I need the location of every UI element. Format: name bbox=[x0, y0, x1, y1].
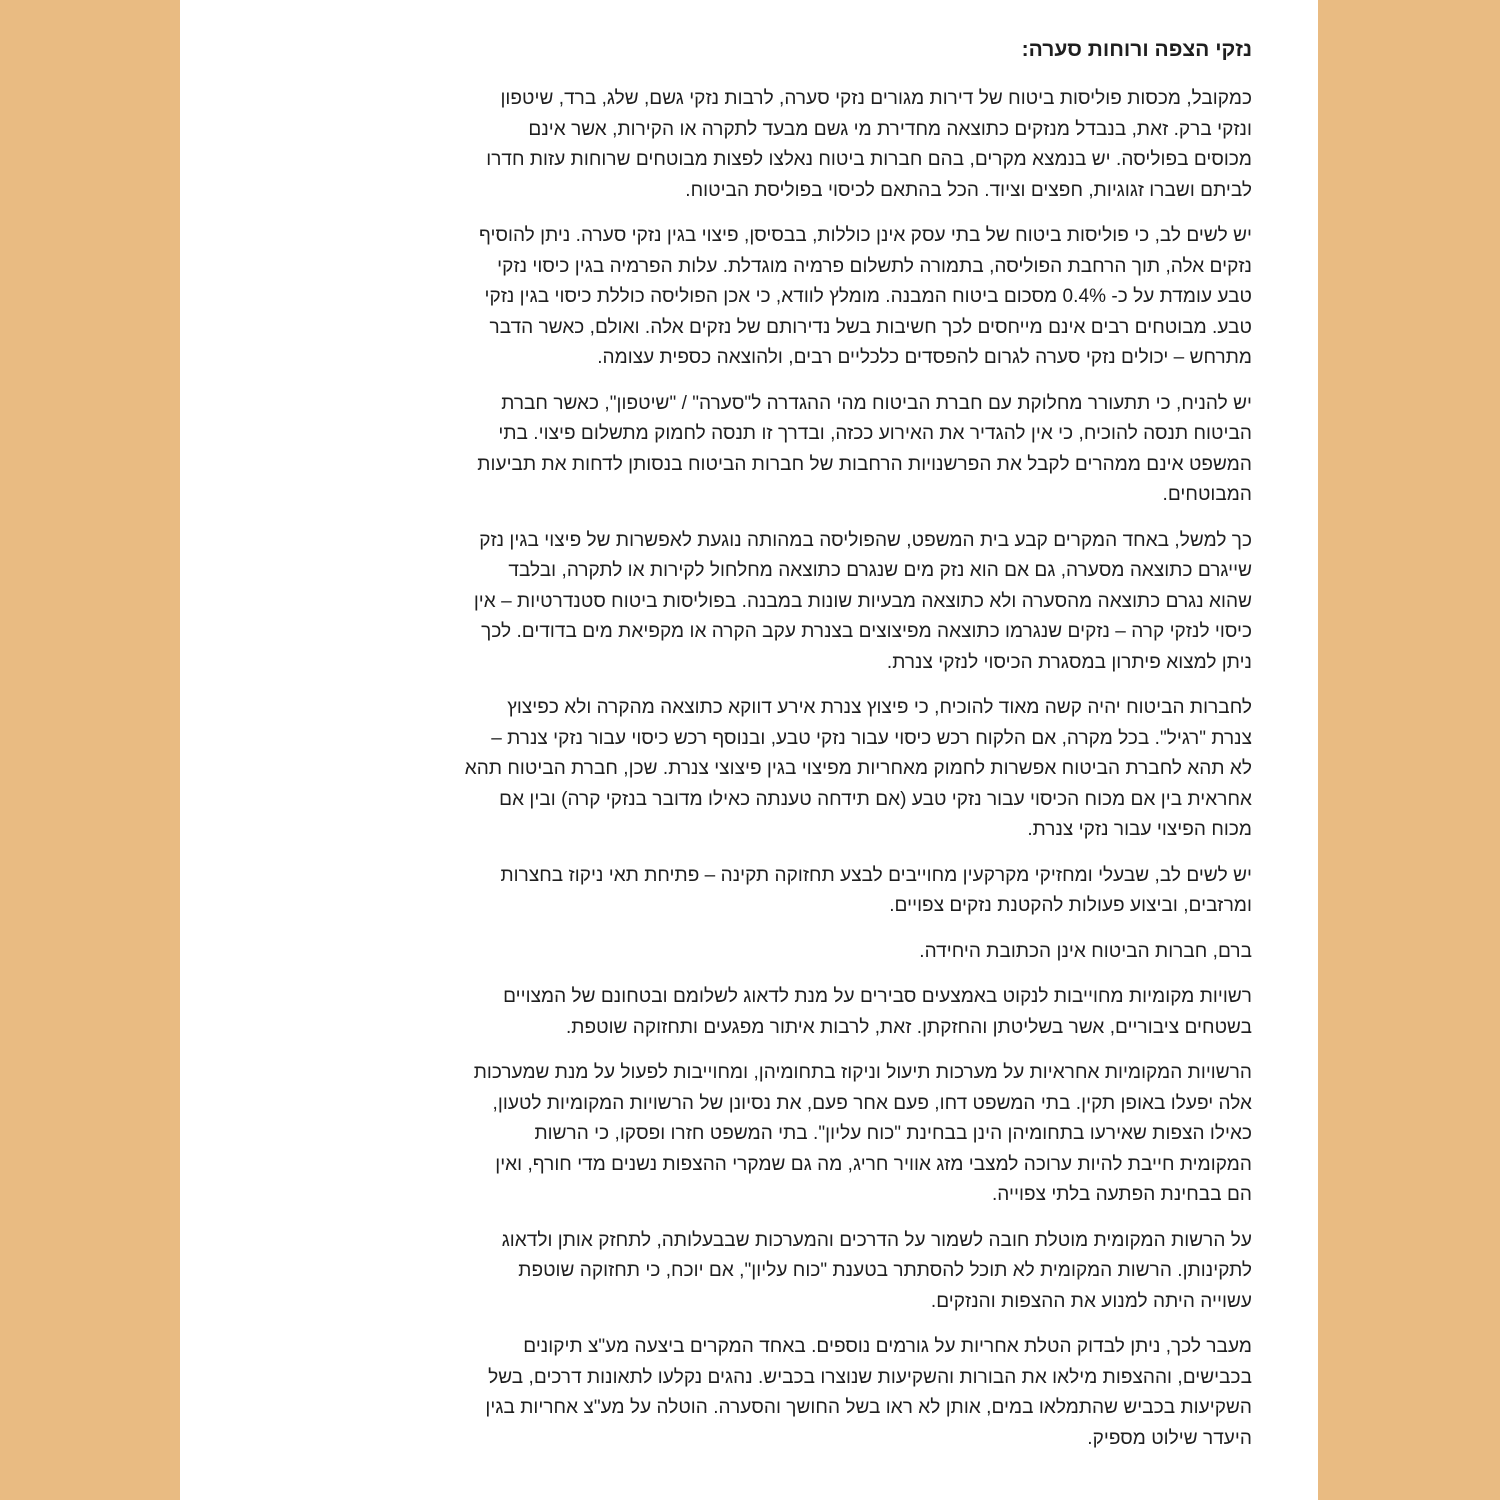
paragraph bbox=[246, 84, 1252, 206]
paragraph-line: יש להניח, כי תתעורר מחלוקת עם חברת הביטוח מהי ההגדרה ל"סערה" / "שיטפון", כאשר חברת bbox=[501, 392, 1252, 414]
paragraph-line: השקיעות בכביש שהתמלאו במים, אותן לא ראו בשל החושך והסערה. הוטלה על מע"צ אחריות בגין bbox=[485, 1397, 1252, 1418]
paragraph-line: המשפט אינם ממהרים לקבל את הפרשנויות הרחבות של חברות הביטוח בנסותן לדחות את תביעות bbox=[477, 453, 1252, 475]
paragraph bbox=[246, 221, 1252, 374]
paragraph-line: ומרזבים, וביצוע פעולות להקטנת נזקים צפויים. bbox=[889, 895, 1252, 916]
paragraph-line: מכוח הפיצוי עבור נזקי צנרת. bbox=[1027, 819, 1252, 840]
paragraph-line: טבע עומדת על כ- 0.4% מסכום ביטוח המבנה. מומלץ לוודא, כי אכן הפוליסה כוללת כיסוי בגין נזקי bbox=[484, 286, 1252, 307]
paragraph-line: כאילו הצפות שאירעו בתחומיהן הינן בבחינת "כוח עליון". בתי המשפט חזרו ופסקו, כי הרשות bbox=[534, 1123, 1252, 1144]
paragraph bbox=[246, 861, 1252, 922]
paragraph-line: יש לשים לב, שבעלי ומחזיקי מקרקעין מחוייבים לבצע תחזוקה תקינה – פתיחת תאי ניקוז בחצרות bbox=[500, 864, 1252, 886]
paragraph-line: רשויות מקומיות מחוייבות לנקוט באמצעים סבירים על מנת לדאוג לשלומם ובטחונם של המצויים bbox=[503, 986, 1252, 1007]
paragraph bbox=[246, 526, 1252, 679]
paragraph-line: מתרחש – יכולים נזקי סערה לגרום להפסדים כלכליים רבים, ולהוצאה כספית עצומה. bbox=[597, 347, 1252, 368]
paragraph-line: כך למשל, באחד המקרים קבע בית המשפט, שהפוליסה במהותה נוגעת לאפשרות של פיצוי בגין נזק bbox=[479, 529, 1252, 551]
paragraph-line: ונזקי ברק. זאת, בנבדל מנזקים כתוצאה מחדירת מי גשם מבעד לתקרה או הקירות, אשר אינם bbox=[528, 118, 1252, 140]
paragraph-line: בשטחים ציבוריים, אשר בשליטתן והחזקתן. זאת, לרבות איתור מפגעים ותחזוקה שוטפת. bbox=[565, 1016, 1252, 1038]
paragraph-line: ניתן למצוא פיתרון במסגרת הכיסוי לנזקי צנרת. bbox=[886, 651, 1252, 673]
paragraph-line: המבוטחים. bbox=[1162, 484, 1252, 505]
paragraph-line: אלה יפעלו באופן תקין. בתי המשפט דחו, פעם אחר פעם, את נסיונן של הרשויות המקומיות לטעון, bbox=[492, 1092, 1252, 1114]
document-title: נזקי הצפה ורוחות סערה: bbox=[1021, 38, 1252, 61]
paragraph-line: מכוסים בפוליסה. יש בנמצא מקרים, בהם חברות ביטוח נאלצו לפצות מבוטחים שרוחות עזות חדרו bbox=[486, 149, 1252, 170]
paragraph-line: לביתם ושברו זגוגיות, חפצים וציוד. הכל בהתאם לכיסוי בפוליסת הביטוח. bbox=[685, 179, 1252, 201]
paragraph-line: מעבר לכך, ניתן לבדוק הטלת אחריות על גורמים נוספים. באחד המקרים ביצעה מע"צ תיקונים bbox=[523, 1336, 1252, 1357]
paragraph-line: הביטוח תנסה להוכיח, כי אין להגדיר את האירוע ככזה, ובדרך זו תנסה לחמוק מתשלום פיצוי. בתי bbox=[498, 423, 1252, 444]
paragraph-line: עשוייה היתה למנוע את ההצפות והנזקים. bbox=[930, 1290, 1252, 1312]
paragraph-line: על הרשות המקומית מוטלת חובה לשמור על הדרכים והמערכות שבבעלותה, לתחזק אותן ולדאוג bbox=[501, 1229, 1252, 1251]
paragraph-line: לתקינותן. הרשות המקומית לא תוכל להסתתר בטענת "כוח עליון", אם יוכח, כי תחזוקה שוטפת bbox=[518, 1260, 1252, 1281]
paragraph-line: המקומית חייבת להיות ערוכה למצבי מזג אוויר חריג, מה גם שמקרי ההצפות נשנים מדי חורף, ואין bbox=[495, 1153, 1252, 1175]
paragraph bbox=[246, 1226, 1252, 1318]
paragraph-line: כמקובל, מכסות פוליסות ביטוח של דירות מגורים נזקי סערה, לרבות נזקי גשם, שלג, ברד, שיטפון bbox=[500, 88, 1252, 109]
paragraph-line: שייגרם כתוצאה מסערה, גם אם הוא נזק מים שנגרם כתוצאה מחלחול לקירות או לתקרה, ובלבד bbox=[508, 560, 1252, 581]
paragraph bbox=[246, 937, 1252, 968]
paragraph-line: נזקים אלה, תוך הרחבת הפוליסה, בתמורה לתשלום פרמיה מוגדלת. עלות הפרמיה בגין כיסוי נזקי bbox=[497, 255, 1252, 277]
paragraph-line: הרשויות המקומיות אחראיות על מערכות תיעול וניקוז בתחומיהן, ומחוייבות לפעול על מנת שמערכות bbox=[473, 1062, 1252, 1083]
document-body bbox=[246, 84, 1252, 1454]
paragraph-line: יש לשים לב, כי פוליסות ביטוח של בתי עסק אינן כוללות, בבסיסן, פיצוי בגין נזקי סערה. ניתן להוסיף bbox=[478, 225, 1252, 246]
paragraph bbox=[246, 389, 1252, 511]
paragraph-line: אחראית בין אם מכוח הכיסוי עבור נזקי טבע (אם תידחה טענתה כאילו מדובר בנזקי קרה) ובין אם bbox=[499, 788, 1252, 810]
paragraph-line: שהוא נגרם כתוצאה מהסערה ולא כתוצאה מבעיות שונות במבנה. בפוליסות ביטוח סטנדרטיות – אין bbox=[473, 590, 1252, 612]
paragraph-line: הם בבחינת הפתעה בלתי צפוייה. bbox=[991, 1184, 1252, 1205]
paragraph-line: היעדר שילוט מספיק. bbox=[1087, 1427, 1252, 1449]
paragraph-line: טבע. מבוטחים רבים אינם מייחסים לכך חשיבות בשל נדירותם של נזקים אלה. ואולם, כאשר הדבר bbox=[489, 316, 1252, 338]
paragraph-line: כיסוי לנזקי קרה – נזקים שנגרמו כתוצאה מפיצוצים בצנרת עקב הקרה או מקפיאת מים בדודים. לכך bbox=[481, 621, 1252, 642]
paragraph-line: צנרת "רגיל". בכל מקרה, אם הלקוח רכש כיסוי עבור נזקי טבע, ובנוסף רכש כיסוי עבור נזקי צנרת – bbox=[491, 727, 1252, 749]
paragraph-line: ברם, חברות הביטוח אינן הכתובת היחידה. bbox=[919, 940, 1252, 962]
paragraph-line: בכבישים, וההצפות מילאו את הבורות והשקיעות שנוצרו בכביש. נהגים נקלעו לתאונות דרכים, בשל bbox=[488, 1366, 1252, 1388]
paragraph bbox=[246, 693, 1252, 846]
document-page bbox=[180, 0, 1318, 1500]
paragraph-line: לא תהא לחברת הביטוח אפשרות לחמוק מאחריות מפיצוי בגין פיצוצי צנרת. שכן, חברת הביטוח תהא bbox=[464, 758, 1252, 779]
paragraph bbox=[246, 1332, 1252, 1454]
paragraph-line: לחברות הביטוח יהיה קשה מאוד להוכיח, כי פיצוץ צנרת אירע דווקא כתוצאה מהקרה ולא כפיצוץ bbox=[507, 697, 1252, 718]
paragraph bbox=[246, 1058, 1252, 1211]
paragraph bbox=[246, 982, 1252, 1043]
